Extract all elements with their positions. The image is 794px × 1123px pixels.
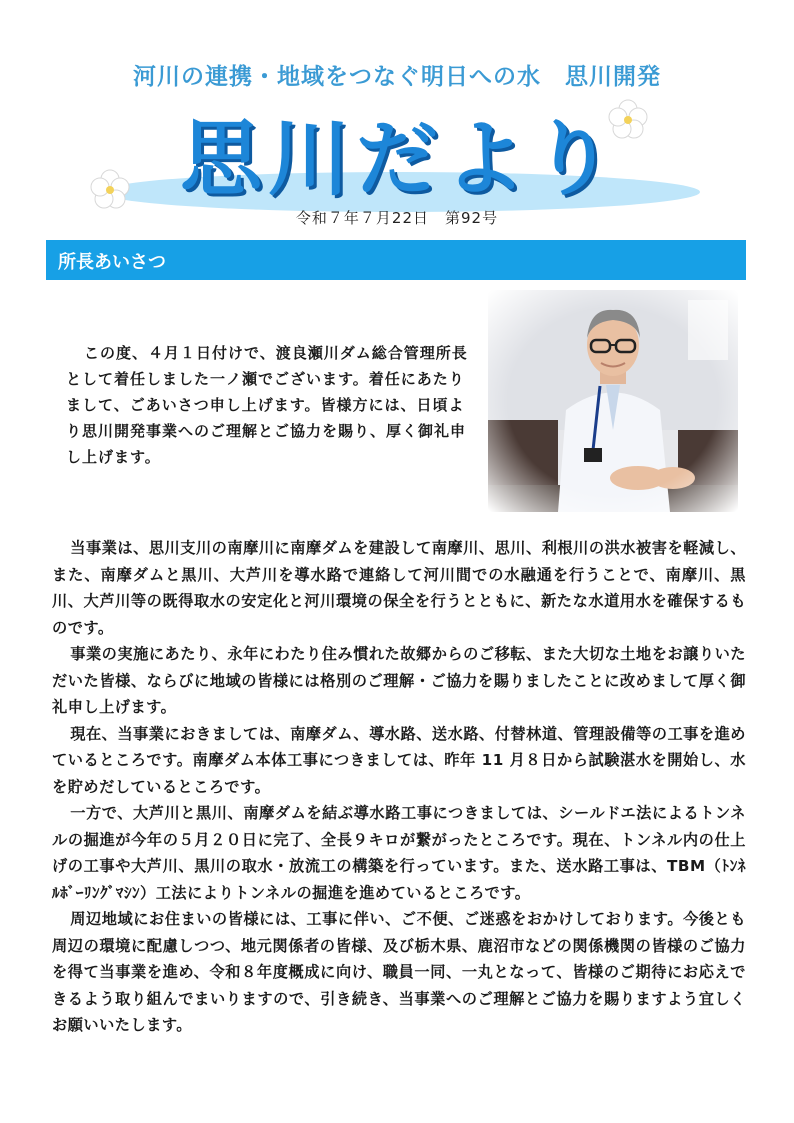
section-header bbox=[46, 240, 746, 280]
issue-date: 令和７年７月22日 第92号 bbox=[295, 209, 499, 227]
section-title: 所長あいさつ bbox=[58, 252, 166, 273]
paragraph: 当事業は、思川支川の南摩川に南摩ダムを建設して南摩川、思川、利根川の洪水被害を軽減し、また、南摩ダムと黒川、大芦川を導水路で連絡して河川間での水融通を行うことで、南摩川、黒川、大芦川等の既得取水の安定化と河川環境の保全を行うとともに、新たな水道用水を確保するものです。 bbox=[52, 539, 747, 637]
intro-text: この度、４月１日付けで、渡良瀬川ダム総合管理所長として着任しました一ノ瀬でございます。着任にあたりまして、ごあいさつ申し上げます。皆様方には、日頃より思川開発事業へのご理解とご協力を賜り、厚く御礼申し上げます。 bbox=[66, 344, 468, 466]
paragraph: 事業の実施にあたり、永年にわたり住み慣れた故郷からのご移転、また大切な土地をお譲りいただいた皆様、ならびに地域の皆様には格別のご理解・ご協力を賜りましたことに改めまして厚く御礼申し上げます。 bbox=[52, 645, 746, 716]
paragraph: 一方で、大芦川と黒川、南摩ダムを結ぶ導水路工事につきましては、シールドエ法によるトンネルの掘進が今年の５月２０日に完了、全長９キロが繋がったところです。現在、トンネル内の仕上げの工事や大芦川、黒川の取水・放流工の構築を行っています。また、送水路工事は、TBM（ﾄﾝﾈﾙﾎﾞｰﾘﾝｸﾞﾏｼﾝ）工法によりトンネルの掘進を進めているところです。 bbox=[52, 804, 746, 902]
body-text bbox=[52, 535, 746, 1039]
tagline: 河川の連携・地域をつなぐ明日への水 思川開発 bbox=[133, 64, 661, 90]
director-photo bbox=[488, 290, 738, 512]
paragraph: 現在、当事業におきましては、南摩ダム、導水路、送水路、付替林道、管理設備等の工事を進めているところです。南摩ダム本体工事につきましては、昨年 11 月８日から試験湛水を開始し、水を貯めだしているところです。 bbox=[52, 724, 746, 796]
masthead bbox=[60, 92, 740, 222]
newsletter-title: 思川だより bbox=[179, 112, 620, 207]
paragraph: 周辺地域にお住まいの皆様には、工事に伴い、ご不便、ご迷惑をおかけしております。今後とも周辺の環境に配慮しつつ、地元関係者の皆様、及び栃木県、鹿沼市などの関係機関の皆様のご協力を得て当事業を進め、令和８年度概成に向け、職員一同、一丸となって、皆様のご期待にお応えできるよう取り組んでまいりますので、引き続き、当事業へのご理解とご協力を賜りますよう宜しくお願いいたします。 bbox=[52, 910, 746, 1034]
